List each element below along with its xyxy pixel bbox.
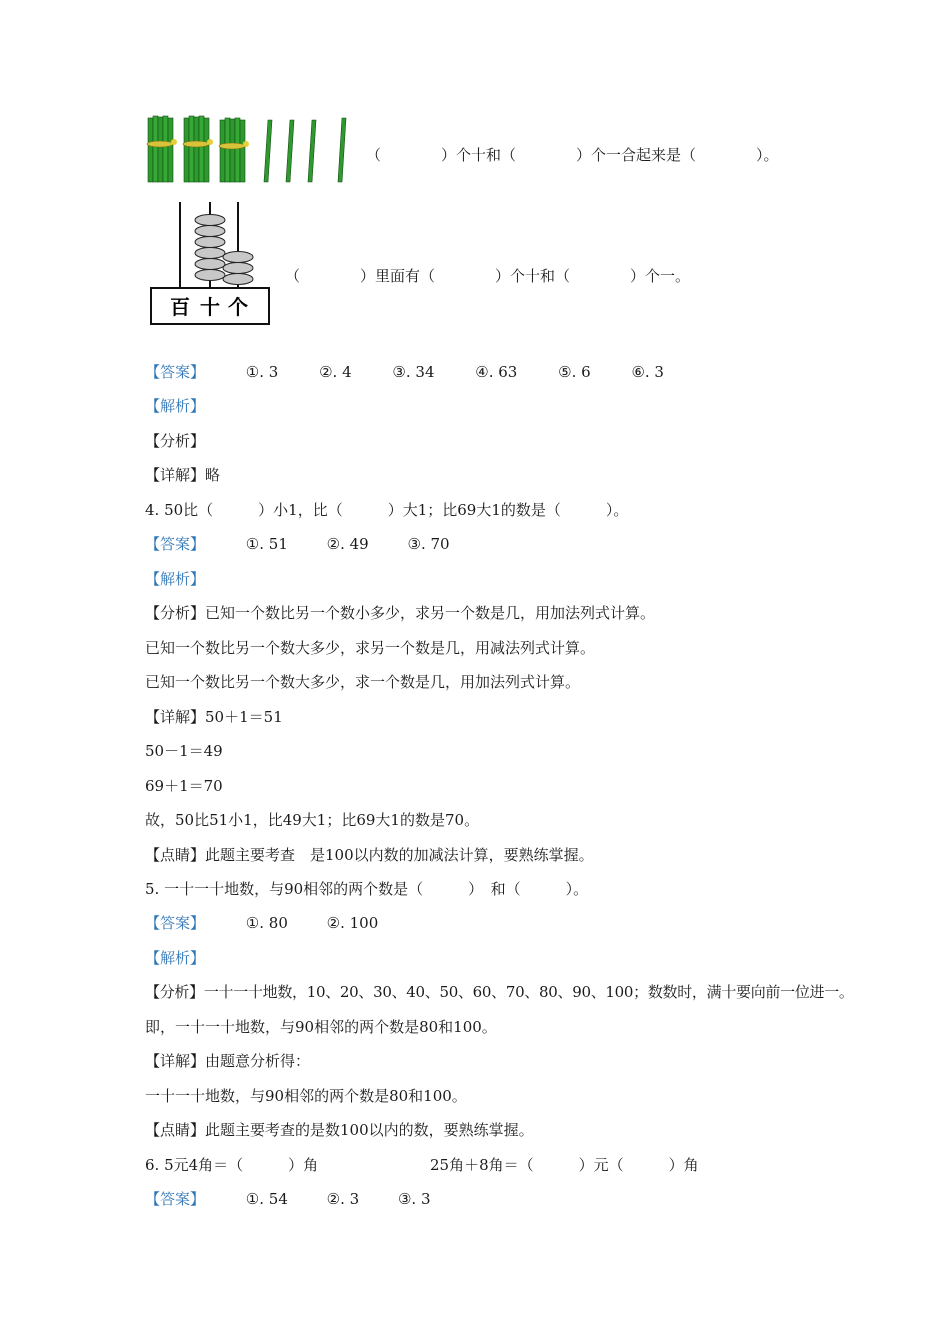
xiangjie-text: 69＋1＝70 xyxy=(145,777,223,795)
answer-item: ②. 3 xyxy=(326,1190,360,1208)
dianjing-text: 此题主要考查的是数100以内的数，要熟练掌握。 xyxy=(205,1121,534,1139)
abacus-label-ones: 个 xyxy=(228,295,248,319)
fenxi-tag: 【分析】 xyxy=(145,983,204,1001)
q6-answer-line xyxy=(145,1189,431,1209)
fenxi-text: 即，一十一十地数，与90相邻的两个数是80和100。 xyxy=(145,1018,497,1036)
answer-item: ③. 3 xyxy=(397,1190,431,1208)
bundle-3 xyxy=(219,118,249,182)
answer-tag: 【答案】 xyxy=(145,363,206,381)
bundle-2 xyxy=(183,116,213,182)
q3-answer-line xyxy=(145,362,664,382)
answer-item: ④. 63 xyxy=(475,363,518,381)
answer-item: ①. 80 xyxy=(245,914,288,932)
answer-item: ②. 4 xyxy=(319,363,352,381)
figure1-question: （ ）个十和（ ）个一合起来是（ ）。 xyxy=(366,146,779,164)
q4-analysis xyxy=(145,603,655,623)
jiexi-tag: 【解析】 xyxy=(145,949,206,967)
answer-tag: 【答案】 xyxy=(145,535,206,553)
answer-item: ③. 34 xyxy=(392,363,435,381)
q6-question-b: 25角＋8角＝（ ）元（ ）角 xyxy=(430,1156,699,1174)
xiangjie-text: 由题意分析得： xyxy=(205,1052,311,1070)
abacus-label-tens: 十 xyxy=(200,295,220,319)
q4-key-point xyxy=(145,845,594,865)
dianjing-text: 此题主要考查 是100以内数的加减法计算，要熟练掌握。 xyxy=(205,846,594,864)
dianjing-tag: 【点睛】 xyxy=(145,846,206,864)
dianjing-tag: 【点睛】 xyxy=(145,1121,206,1139)
jiexi-tag: 【解析】 xyxy=(145,570,206,588)
abacus-label-hundreds: 百 xyxy=(170,295,190,319)
tens-beads xyxy=(195,215,225,281)
xiangjie-text: 略 xyxy=(205,466,221,484)
answer-item: ①. 3 xyxy=(245,363,279,381)
xiangjie-tag: 【详解】 xyxy=(145,708,206,726)
jiexi-tag: 【解析】 xyxy=(145,397,206,415)
answer-item: ②. 49 xyxy=(326,535,369,553)
answer-item: ③. 70 xyxy=(407,535,450,553)
fenxi-text: 已知一个数比另一个数小多少，求另一个数是几，用加法列式计算。 xyxy=(205,604,656,622)
ones-beads xyxy=(223,252,253,285)
bundle-1 xyxy=(147,116,177,182)
q5-answer-line xyxy=(145,913,378,933)
xiangjie-text: 故，50比51小1，比49大1；比69大1的数是70。 xyxy=(145,811,480,829)
q4-question: 4. 50比（ ）小1，比（ ）大1；比69大1的数是（ ）。 xyxy=(145,501,629,519)
stick-bundles-figure xyxy=(146,114,354,186)
abacus-figure xyxy=(148,200,274,328)
answer-item: ①. 51 xyxy=(245,535,288,553)
q5-analysis xyxy=(145,982,854,1002)
single-sticks xyxy=(264,118,346,182)
xiangjie-text: 一十一十地数，与90相邻的两个数是80和100。 xyxy=(145,1087,467,1105)
q4-answer-line xyxy=(145,534,450,554)
q5-key-point xyxy=(145,1120,534,1140)
figure2-question: （ ）里面有（ ）个十和（ ）个一。 xyxy=(285,267,691,285)
q5-detail xyxy=(145,1051,310,1071)
xiangjie-tag: 【详解】 xyxy=(145,1052,206,1070)
q5-question: 5. 一十一十地数，与90相邻的两个数是（ ） 和（ ）。 xyxy=(145,880,589,898)
q6-question-a: 6. 5元4角＝（ ）角 xyxy=(145,1156,319,1174)
answer-item: ①. 54 xyxy=(245,1190,288,1208)
q4-detail xyxy=(145,707,283,727)
answer-item: ②. 100 xyxy=(326,914,379,932)
fenxi-text: 已知一个数比另一个数大多少，求另一个数是几，用减法列式计算。 xyxy=(145,639,596,657)
xiangjie-text: 50－1＝49 xyxy=(145,742,223,760)
answer-tag: 【答案】 xyxy=(145,914,206,932)
answer-tag: 【答案】 xyxy=(145,1190,206,1208)
xiangjie-text: 50＋1＝51 xyxy=(205,708,283,726)
answer-item: ⑤. 6 xyxy=(558,363,591,381)
fenxi-text: 一十一十地数，10、20、30、40、50、60、70、80、90、100；数数时，满十要向前一位进一。 xyxy=(203,983,854,1001)
xiangjie-tag: 【详解】 xyxy=(145,466,206,484)
fenxi-text: 已知一个数比另一个数大多少，求一个数是几，用加法列式计算。 xyxy=(145,673,581,691)
fenxi-tag: 【分析】 xyxy=(145,604,206,622)
answer-item: ⑥. 3 xyxy=(631,363,664,381)
q3-detail xyxy=(145,465,220,485)
fenxi-tag: 【分析】 xyxy=(145,432,206,450)
